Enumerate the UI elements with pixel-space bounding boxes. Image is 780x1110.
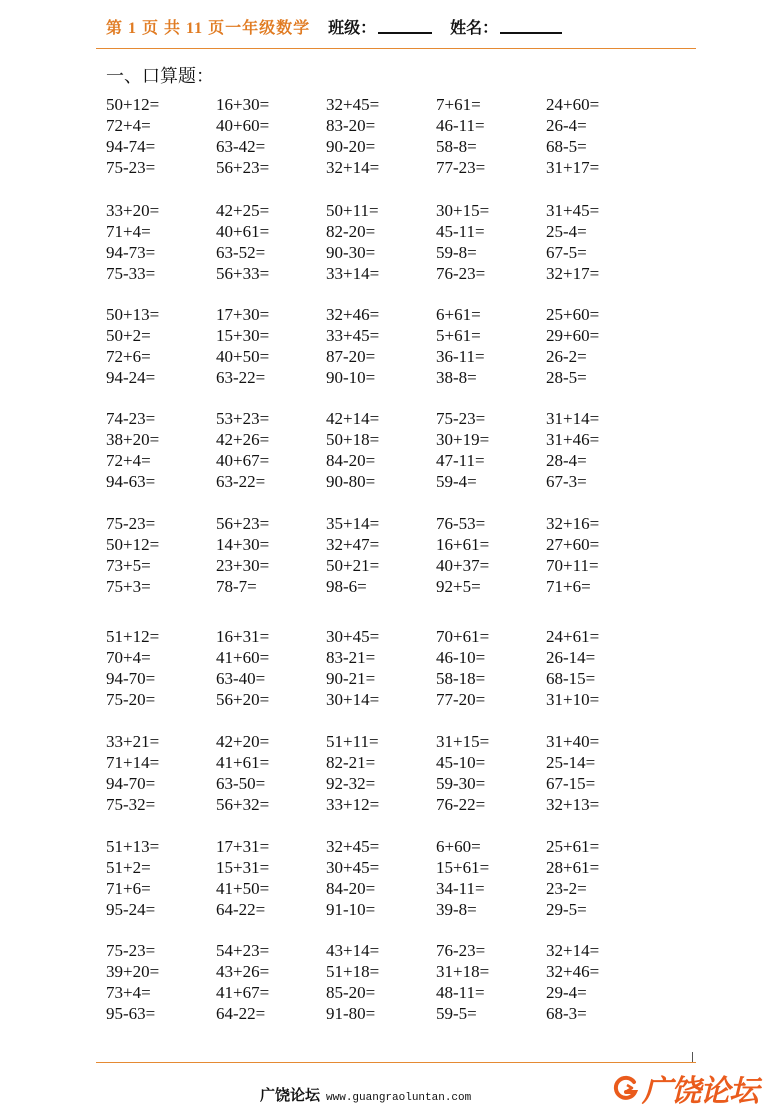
problem-item: 32+45= bbox=[326, 94, 380, 114]
problem-item: 31+17= bbox=[546, 157, 600, 177]
class-blank bbox=[378, 18, 432, 34]
problem-item: 95-24= bbox=[106, 899, 156, 919]
problem-item: 72+6= bbox=[106, 346, 151, 366]
problem-block bbox=[106, 200, 666, 284]
problem-item: 56+20= bbox=[216, 689, 270, 709]
problem-item: 41+60= bbox=[216, 647, 270, 667]
problem-item: 76-23= bbox=[436, 940, 486, 960]
page-tick bbox=[692, 1052, 693, 1062]
problem-item: 56+23= bbox=[216, 513, 270, 533]
problem-item: 33+12= bbox=[326, 794, 380, 814]
footer-site-url: www.guangraoluntan.com bbox=[326, 1092, 472, 1104]
problem-item: 90-80= bbox=[326, 471, 376, 491]
problem-item: 83-20= bbox=[326, 115, 376, 135]
problem-item: 50+18= bbox=[326, 429, 380, 449]
problem-item: 42+25= bbox=[216, 200, 270, 220]
problem-item: 94-70= bbox=[106, 668, 156, 688]
problem-item: 39-8= bbox=[436, 899, 477, 919]
problem-item: 91-80= bbox=[326, 1003, 376, 1023]
logo-mark-icon bbox=[612, 1074, 640, 1102]
problem-item: 40+50= bbox=[216, 346, 270, 366]
problem-item: 25-14= bbox=[546, 752, 596, 772]
problem-item: 87-20= bbox=[326, 346, 376, 366]
problem-item: 15+30= bbox=[216, 325, 270, 345]
problem-item: 92+5= bbox=[436, 576, 481, 596]
problem-item: 17+30= bbox=[216, 304, 270, 324]
problem-row bbox=[106, 115, 666, 136]
site-logo bbox=[612, 1066, 758, 1110]
problem-item: 71+14= bbox=[106, 752, 160, 772]
problem-item: 51+11= bbox=[326, 731, 379, 751]
problem-item: 91-10= bbox=[326, 899, 376, 919]
problem-item: 54+23= bbox=[216, 940, 270, 960]
problem-item: 84-20= bbox=[326, 450, 376, 470]
problem-row bbox=[106, 513, 666, 534]
problem-item: 71+4= bbox=[106, 221, 151, 241]
problem-row bbox=[106, 668, 666, 689]
problem-item: 70+61= bbox=[436, 626, 490, 646]
problem-row bbox=[106, 752, 666, 773]
problem-item: 28-5= bbox=[546, 367, 587, 387]
problem-item: 26-4= bbox=[546, 115, 587, 135]
problem-item: 42+20= bbox=[216, 731, 270, 751]
problem-item: 32+17= bbox=[546, 263, 600, 283]
problem-row bbox=[106, 647, 666, 668]
footer-site-name: 广饶论坛 bbox=[260, 1088, 321, 1104]
problem-item: 76-53= bbox=[436, 513, 486, 533]
problem-item: 71+6= bbox=[546, 576, 591, 596]
problem-item: 25-4= bbox=[546, 221, 587, 241]
problem-item: 41+61= bbox=[216, 752, 270, 772]
problem-block bbox=[106, 626, 666, 710]
problem-item: 42+14= bbox=[326, 408, 380, 428]
problem-item: 94-70= bbox=[106, 773, 156, 793]
problem-item: 23+30= bbox=[216, 555, 270, 575]
problem-row bbox=[106, 242, 666, 263]
problem-item: 78-7= bbox=[216, 576, 257, 596]
problem-item: 67-15= bbox=[546, 773, 596, 793]
problem-row bbox=[106, 940, 666, 961]
problem-item: 17+31= bbox=[216, 836, 270, 856]
problem-item: 63-22= bbox=[216, 367, 266, 387]
problem-item: 33+14= bbox=[326, 263, 380, 283]
problem-item: 26-14= bbox=[546, 647, 596, 667]
problem-item: 45-10= bbox=[436, 752, 486, 772]
problem-item: 98-6= bbox=[326, 576, 367, 596]
problem-row bbox=[106, 836, 666, 857]
problem-row bbox=[106, 689, 666, 710]
problem-item: 27+60= bbox=[546, 534, 600, 554]
problem-item: 25+61= bbox=[546, 836, 600, 856]
problem-item: 63-42= bbox=[216, 136, 266, 156]
problem-row bbox=[106, 961, 666, 982]
problem-item: 68-15= bbox=[546, 668, 596, 688]
problem-item: 32+14= bbox=[326, 157, 380, 177]
problem-item: 38+20= bbox=[106, 429, 160, 449]
problem-row bbox=[106, 794, 666, 815]
problem-item: 59-4= bbox=[436, 471, 477, 491]
problem-item: 94-24= bbox=[106, 367, 156, 387]
problem-item: 32+45= bbox=[326, 836, 380, 856]
problem-item: 32+13= bbox=[546, 794, 600, 814]
problem-item: 83-21= bbox=[326, 647, 376, 667]
problem-row bbox=[106, 263, 666, 284]
problem-block bbox=[106, 731, 666, 815]
problem-block bbox=[106, 94, 666, 178]
problem-block bbox=[106, 408, 666, 492]
problem-item: 75+3= bbox=[106, 576, 151, 596]
problem-item: 31+40= bbox=[546, 731, 600, 751]
problem-item: 94-74= bbox=[106, 136, 156, 156]
problem-item: 76-23= bbox=[436, 263, 486, 283]
problem-item: 29-4= bbox=[546, 982, 587, 1002]
problem-item: 40+37= bbox=[436, 555, 490, 575]
problem-row bbox=[106, 773, 666, 794]
problem-item: 73+5= bbox=[106, 555, 151, 575]
problem-item: 64-22= bbox=[216, 899, 266, 919]
problem-item: 70+11= bbox=[546, 555, 599, 575]
problem-item: 77-23= bbox=[436, 157, 486, 177]
problem-item: 47-11= bbox=[436, 450, 485, 470]
problem-item: 53+23= bbox=[216, 408, 270, 428]
problem-item: 38-8= bbox=[436, 367, 477, 387]
problem-item: 43+26= bbox=[216, 961, 270, 981]
problem-item: 75-20= bbox=[106, 689, 156, 709]
problem-item: 56+32= bbox=[216, 794, 270, 814]
problem-item: 46-10= bbox=[436, 647, 486, 667]
problem-item: 33+45= bbox=[326, 325, 380, 345]
problem-row bbox=[106, 857, 666, 878]
problem-item: 75-32= bbox=[106, 794, 156, 814]
problem-item: 71+6= bbox=[106, 878, 151, 898]
problem-item: 95-63= bbox=[106, 1003, 156, 1023]
problem-item: 58-8= bbox=[436, 136, 477, 156]
page-info: 第 1 页 共 11 页一年级数学 bbox=[106, 19, 311, 37]
problem-item: 6+60= bbox=[436, 836, 481, 856]
problem-row bbox=[106, 94, 666, 115]
problem-row bbox=[106, 878, 666, 899]
problem-item: 63-22= bbox=[216, 471, 266, 491]
problem-item: 31+14= bbox=[546, 408, 600, 428]
header-rule bbox=[96, 48, 696, 49]
problem-item: 28+61= bbox=[546, 857, 600, 877]
problem-item: 90-10= bbox=[326, 367, 376, 387]
problem-item: 94-73= bbox=[106, 242, 156, 262]
problem-item: 40+67= bbox=[216, 450, 270, 470]
problem-item: 31+15= bbox=[436, 731, 490, 751]
problem-item: 45-11= bbox=[436, 221, 485, 241]
problem-row bbox=[106, 471, 666, 492]
problem-item: 64-22= bbox=[216, 1003, 266, 1023]
problem-row bbox=[106, 408, 666, 429]
problem-item: 50+12= bbox=[106, 94, 160, 114]
problem-row bbox=[106, 534, 666, 555]
problem-item: 32+46= bbox=[546, 961, 600, 981]
problem-item: 16+31= bbox=[216, 626, 270, 646]
problem-row bbox=[106, 450, 666, 471]
problem-item: 50+13= bbox=[106, 304, 160, 324]
problem-row bbox=[106, 325, 666, 346]
problem-item: 50+2= bbox=[106, 325, 151, 345]
problem-item: 74-23= bbox=[106, 408, 156, 428]
problem-item: 31+45= bbox=[546, 200, 600, 220]
name-label: 姓名： bbox=[450, 19, 499, 37]
problem-item: 16+61= bbox=[436, 534, 490, 554]
problem-item: 31+46= bbox=[546, 429, 600, 449]
problem-item: 25+60= bbox=[546, 304, 600, 324]
problem-item: 41+50= bbox=[216, 878, 270, 898]
problem-item: 63-40= bbox=[216, 668, 266, 688]
problem-item: 15+31= bbox=[216, 857, 270, 877]
problem-item: 59-8= bbox=[436, 242, 477, 262]
problem-item: 30+19= bbox=[436, 429, 490, 449]
problem-item: 31+10= bbox=[546, 689, 600, 709]
problem-item: 30+45= bbox=[326, 857, 380, 877]
problem-item: 26-2= bbox=[546, 346, 587, 366]
footer-rule bbox=[96, 1062, 696, 1063]
problem-item: 70+4= bbox=[106, 647, 151, 667]
problem-item: 14+30= bbox=[216, 534, 270, 554]
problem-item: 33+21= bbox=[106, 731, 160, 751]
problem-item: 76-22= bbox=[436, 794, 486, 814]
problem-item: 30+45= bbox=[326, 626, 380, 646]
problem-item: 82-21= bbox=[326, 752, 376, 772]
problem-block bbox=[106, 304, 666, 388]
problem-item: 32+14= bbox=[546, 940, 600, 960]
problem-item: 29-5= bbox=[546, 899, 587, 919]
problem-block bbox=[106, 836, 666, 920]
problem-row bbox=[106, 429, 666, 450]
problem-item: 33+20= bbox=[106, 200, 160, 220]
problem-row bbox=[106, 200, 666, 221]
problem-item: 50+12= bbox=[106, 534, 160, 554]
problem-row bbox=[106, 576, 666, 597]
problem-row bbox=[106, 626, 666, 647]
problem-row bbox=[106, 136, 666, 157]
problem-item: 32+46= bbox=[326, 304, 380, 324]
problem-item: 43+14= bbox=[326, 940, 380, 960]
problem-item: 68-3= bbox=[546, 1003, 587, 1023]
problem-item: 29+60= bbox=[546, 325, 600, 345]
problem-item: 75-23= bbox=[106, 940, 156, 960]
problem-item: 48-11= bbox=[436, 982, 485, 1002]
problem-item: 67-3= bbox=[546, 471, 587, 491]
problem-item: 56+23= bbox=[216, 157, 270, 177]
problem-item: 92-32= bbox=[326, 773, 376, 793]
problem-item: 72+4= bbox=[106, 450, 151, 470]
problem-item: 58-18= bbox=[436, 668, 486, 688]
problem-item: 63-50= bbox=[216, 773, 266, 793]
problem-item: 84-20= bbox=[326, 878, 376, 898]
problem-item: 31+18= bbox=[436, 961, 490, 981]
problem-item: 50+11= bbox=[326, 200, 379, 220]
problem-item: 36-11= bbox=[436, 346, 485, 366]
page-footer bbox=[260, 1084, 471, 1105]
problem-item: 90-21= bbox=[326, 668, 376, 688]
logo-text: 广饶论坛 bbox=[642, 1074, 758, 1109]
problem-item: 51+13= bbox=[106, 836, 160, 856]
problem-row bbox=[106, 304, 666, 325]
problem-item: 30+15= bbox=[436, 200, 490, 220]
problem-block bbox=[106, 940, 666, 1024]
problem-item: 32+47= bbox=[326, 534, 380, 554]
problem-item: 46-11= bbox=[436, 115, 485, 135]
problem-item: 73+4= bbox=[106, 982, 151, 1002]
problem-item: 51+2= bbox=[106, 857, 151, 877]
problem-row bbox=[106, 899, 666, 920]
problem-item: 51+18= bbox=[326, 961, 380, 981]
problem-item: 41+67= bbox=[216, 982, 270, 1002]
problem-item: 85-20= bbox=[326, 982, 376, 1002]
problem-row bbox=[106, 346, 666, 367]
problem-item: 51+12= bbox=[106, 626, 160, 646]
problem-row bbox=[106, 982, 666, 1003]
problem-item: 90-30= bbox=[326, 242, 376, 262]
problem-item: 28-4= bbox=[546, 450, 587, 470]
problem-item: 5+61= bbox=[436, 325, 481, 345]
problem-item: 39+20= bbox=[106, 961, 160, 981]
problem-item: 16+30= bbox=[216, 94, 270, 114]
problem-item: 90-20= bbox=[326, 136, 376, 156]
name-blank bbox=[500, 18, 562, 34]
problem-row bbox=[106, 221, 666, 242]
problem-item: 75-23= bbox=[436, 408, 486, 428]
problem-item: 6+61= bbox=[436, 304, 481, 324]
problem-item: 15+61= bbox=[436, 857, 490, 877]
page-header bbox=[106, 12, 562, 40]
problem-item: 59-30= bbox=[436, 773, 486, 793]
problem-item: 68-5= bbox=[546, 136, 587, 156]
problem-row bbox=[106, 555, 666, 576]
problem-row bbox=[106, 1003, 666, 1024]
problem-item: 75-23= bbox=[106, 157, 156, 177]
problem-item: 24+60= bbox=[546, 94, 600, 114]
problem-item: 94-63= bbox=[106, 471, 156, 491]
problem-item: 77-20= bbox=[436, 689, 486, 709]
problem-item: 75-33= bbox=[106, 263, 156, 283]
problem-item: 59-5= bbox=[436, 1003, 477, 1023]
problem-item: 30+14= bbox=[326, 689, 380, 709]
problem-item: 63-52= bbox=[216, 242, 266, 262]
problem-row bbox=[106, 731, 666, 752]
problem-item: 32+16= bbox=[546, 513, 600, 533]
problem-row bbox=[106, 367, 666, 388]
problem-item: 42+26= bbox=[216, 429, 270, 449]
problem-item: 7+61= bbox=[436, 94, 481, 114]
class-label: 班级： bbox=[328, 19, 377, 37]
problem-item: 50+21= bbox=[326, 555, 380, 575]
problem-item: 23-2= bbox=[546, 878, 587, 898]
problem-item: 34-11= bbox=[436, 878, 485, 898]
problem-item: 35+14= bbox=[326, 513, 380, 533]
problem-item: 40+61= bbox=[216, 221, 270, 241]
problem-item: 40+60= bbox=[216, 115, 270, 135]
problem-row bbox=[106, 157, 666, 178]
section-title: 一、口算题： bbox=[106, 66, 214, 86]
problem-item: 56+33= bbox=[216, 263, 270, 283]
problem-block bbox=[106, 513, 666, 597]
problem-item: 67-5= bbox=[546, 242, 587, 262]
problem-item: 75-23= bbox=[106, 513, 156, 533]
problem-item: 24+61= bbox=[546, 626, 600, 646]
problem-item: 72+4= bbox=[106, 115, 151, 135]
problem-item: 82-20= bbox=[326, 221, 376, 241]
